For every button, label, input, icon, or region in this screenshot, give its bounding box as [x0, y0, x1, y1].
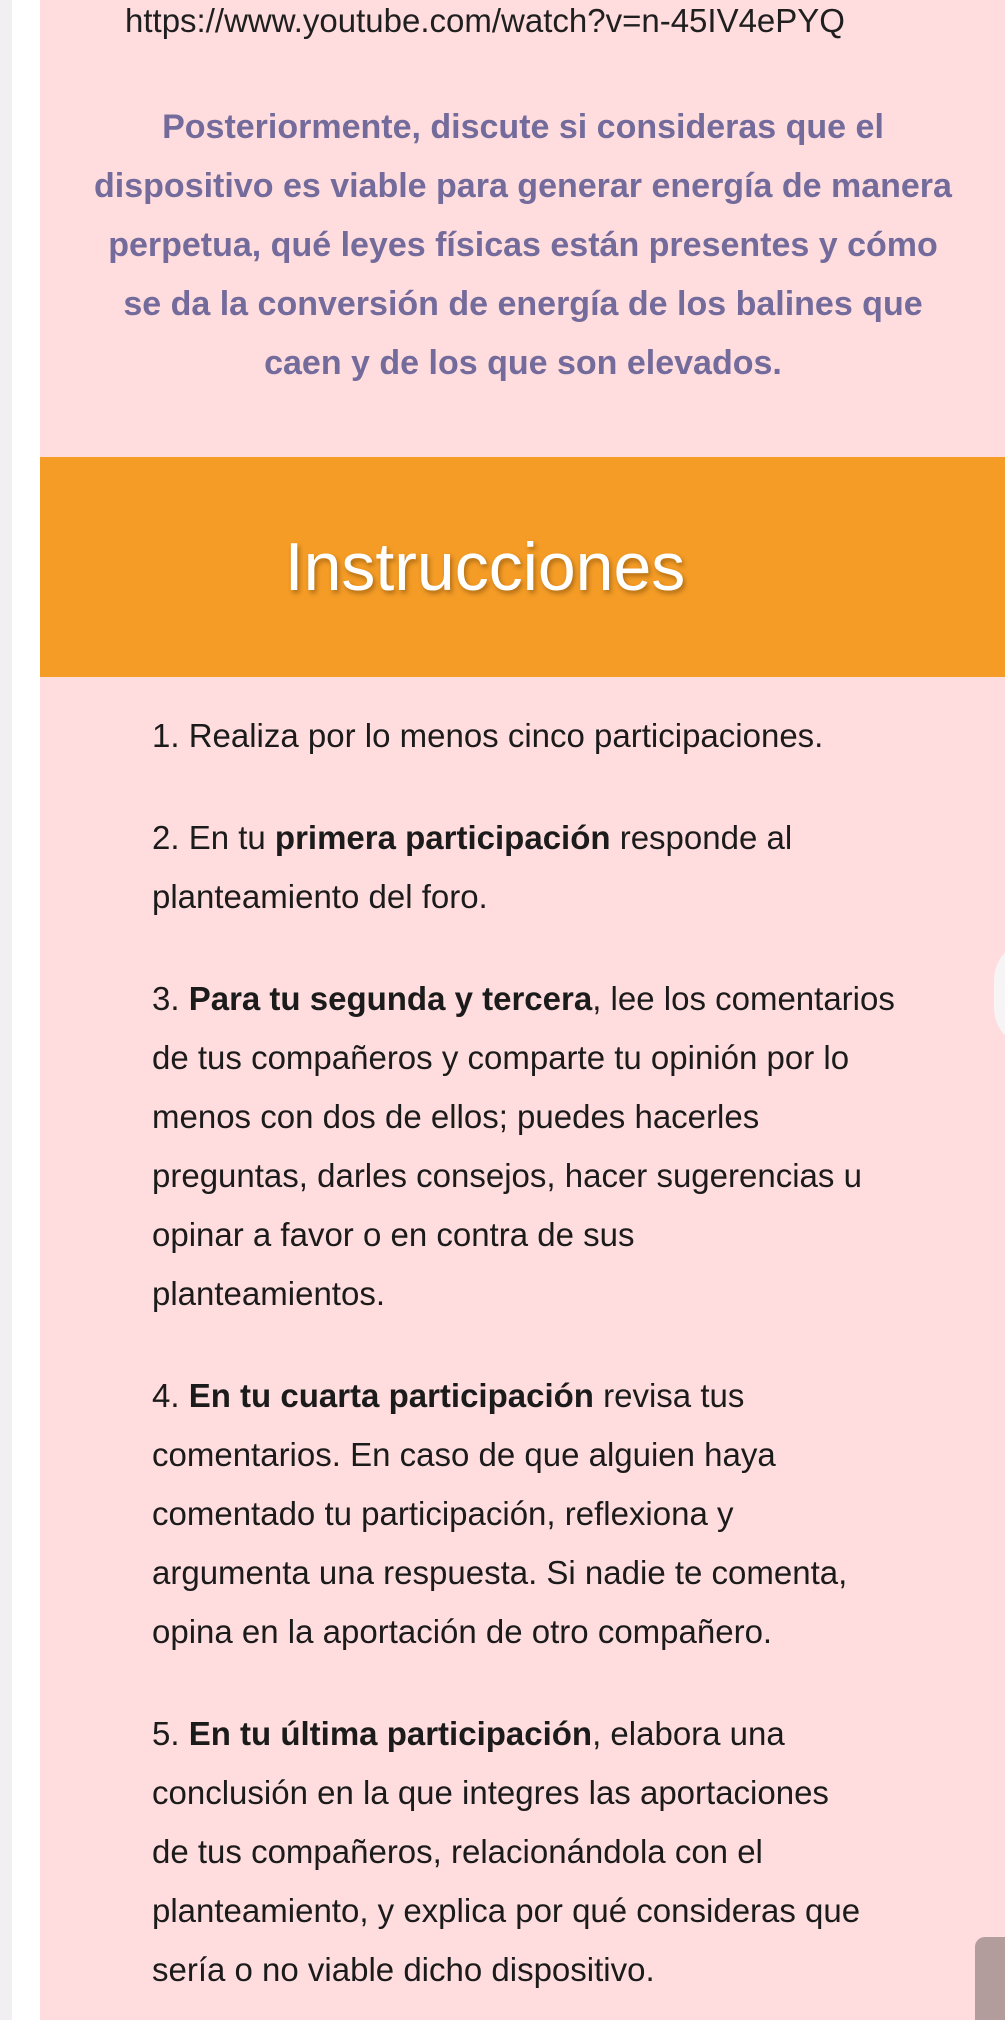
instruction-text: 5.	[152, 1715, 189, 1752]
instruction-line: planteamientos.	[152, 1275, 385, 1312]
instruction-text: 1. Realiza por lo menos cinco participaciones.	[152, 717, 824, 754]
instruction-line: planteamiento, y explica por qué consideras que	[152, 1892, 861, 1929]
instruction-line: conclusión en la que integres las aportaciones	[152, 1774, 829, 1811]
instruction-line: comentado tu participación, reflexiona y	[152, 1495, 734, 1532]
instruction-line: comentarios. En caso de que alguien haya	[152, 1436, 776, 1473]
prompt-line: se da la conversión de energía de los balines que	[123, 285, 923, 323]
instructions-list	[152, 706, 1005, 2020]
prompt-line: caen y de los que son elevados.	[264, 344, 782, 382]
prompt-line: perpetua, qué leyes físicas están presentes y cómo	[108, 226, 938, 264]
browser-left-gutter	[0, 0, 12, 2020]
instruction-line: de tus compañeros, relacionándola con el	[152, 1833, 763, 1870]
instruction-line: opina en la aportación de otro compañero.	[152, 1613, 773, 1650]
instruction-emphasis: Para tu segunda y tercera	[188, 980, 593, 1017]
discussion-prompt	[40, 98, 1005, 393]
instruction-line: opinar a favor o en contra de sus	[152, 1216, 635, 1253]
instruction-text: responde al	[610, 819, 793, 856]
prompt-line: dispositivo es viable para generar energía de manera	[94, 167, 952, 205]
instruction-line	[152, 969, 1005, 1028]
instruction-line: argumenta una respuesta. Si nadie te comenta,	[152, 1554, 848, 1591]
instruction-line: sería o no viable dicho dispositivo.	[152, 1951, 655, 1988]
instruction-item-4	[152, 1366, 1005, 1661]
scrollbar-thumb[interactable]	[975, 1937, 1005, 2020]
instruction-item-1	[152, 706, 1005, 765]
instructions-heading: Instrucciones	[284, 529, 686, 605]
instruction-line: planteamiento del foro.	[152, 878, 488, 915]
instruction-item-2	[152, 808, 1005, 926]
instruction-line	[152, 808, 1005, 867]
instructions-banner	[40, 457, 1005, 677]
video-url-link[interactable]: https://www.youtube.com/watch?v=n-45IV4ePYQ	[125, 2, 845, 39]
instruction-emphasis: En tu última participación	[188, 1715, 593, 1752]
page-content	[40, 0, 1005, 2020]
instruction-line: preguntas, darles consejos, hacer sugerencias u	[152, 1157, 862, 1194]
instruction-line	[152, 706, 1005, 765]
instruction-emphasis: En tu cuarta participación	[188, 1377, 594, 1414]
instruction-text: , lee los comentarios	[592, 980, 895, 1017]
instruction-text: 4.	[152, 1377, 189, 1414]
instruction-line: de tus compañeros y comparte tu opinión por lo	[152, 1039, 850, 1076]
instruction-text: , elabora una	[592, 1715, 785, 1752]
instruction-text: revisa tus	[593, 1377, 745, 1414]
prompt-line: Posteriormente, discute si consideras que el	[162, 108, 884, 146]
instruction-item-3	[152, 969, 1005, 1323]
instruction-text: 3.	[152, 980, 189, 1017]
instruction-line	[152, 1704, 1005, 1763]
instruction-emphasis: primera participación	[274, 819, 611, 856]
instruction-line: menos con dos de ellos; puedes hacerles	[152, 1098, 760, 1135]
instruction-item-5	[152, 1704, 1005, 1999]
instruction-line	[152, 1366, 1005, 1425]
instruction-text: 2. En tu	[152, 819, 275, 856]
